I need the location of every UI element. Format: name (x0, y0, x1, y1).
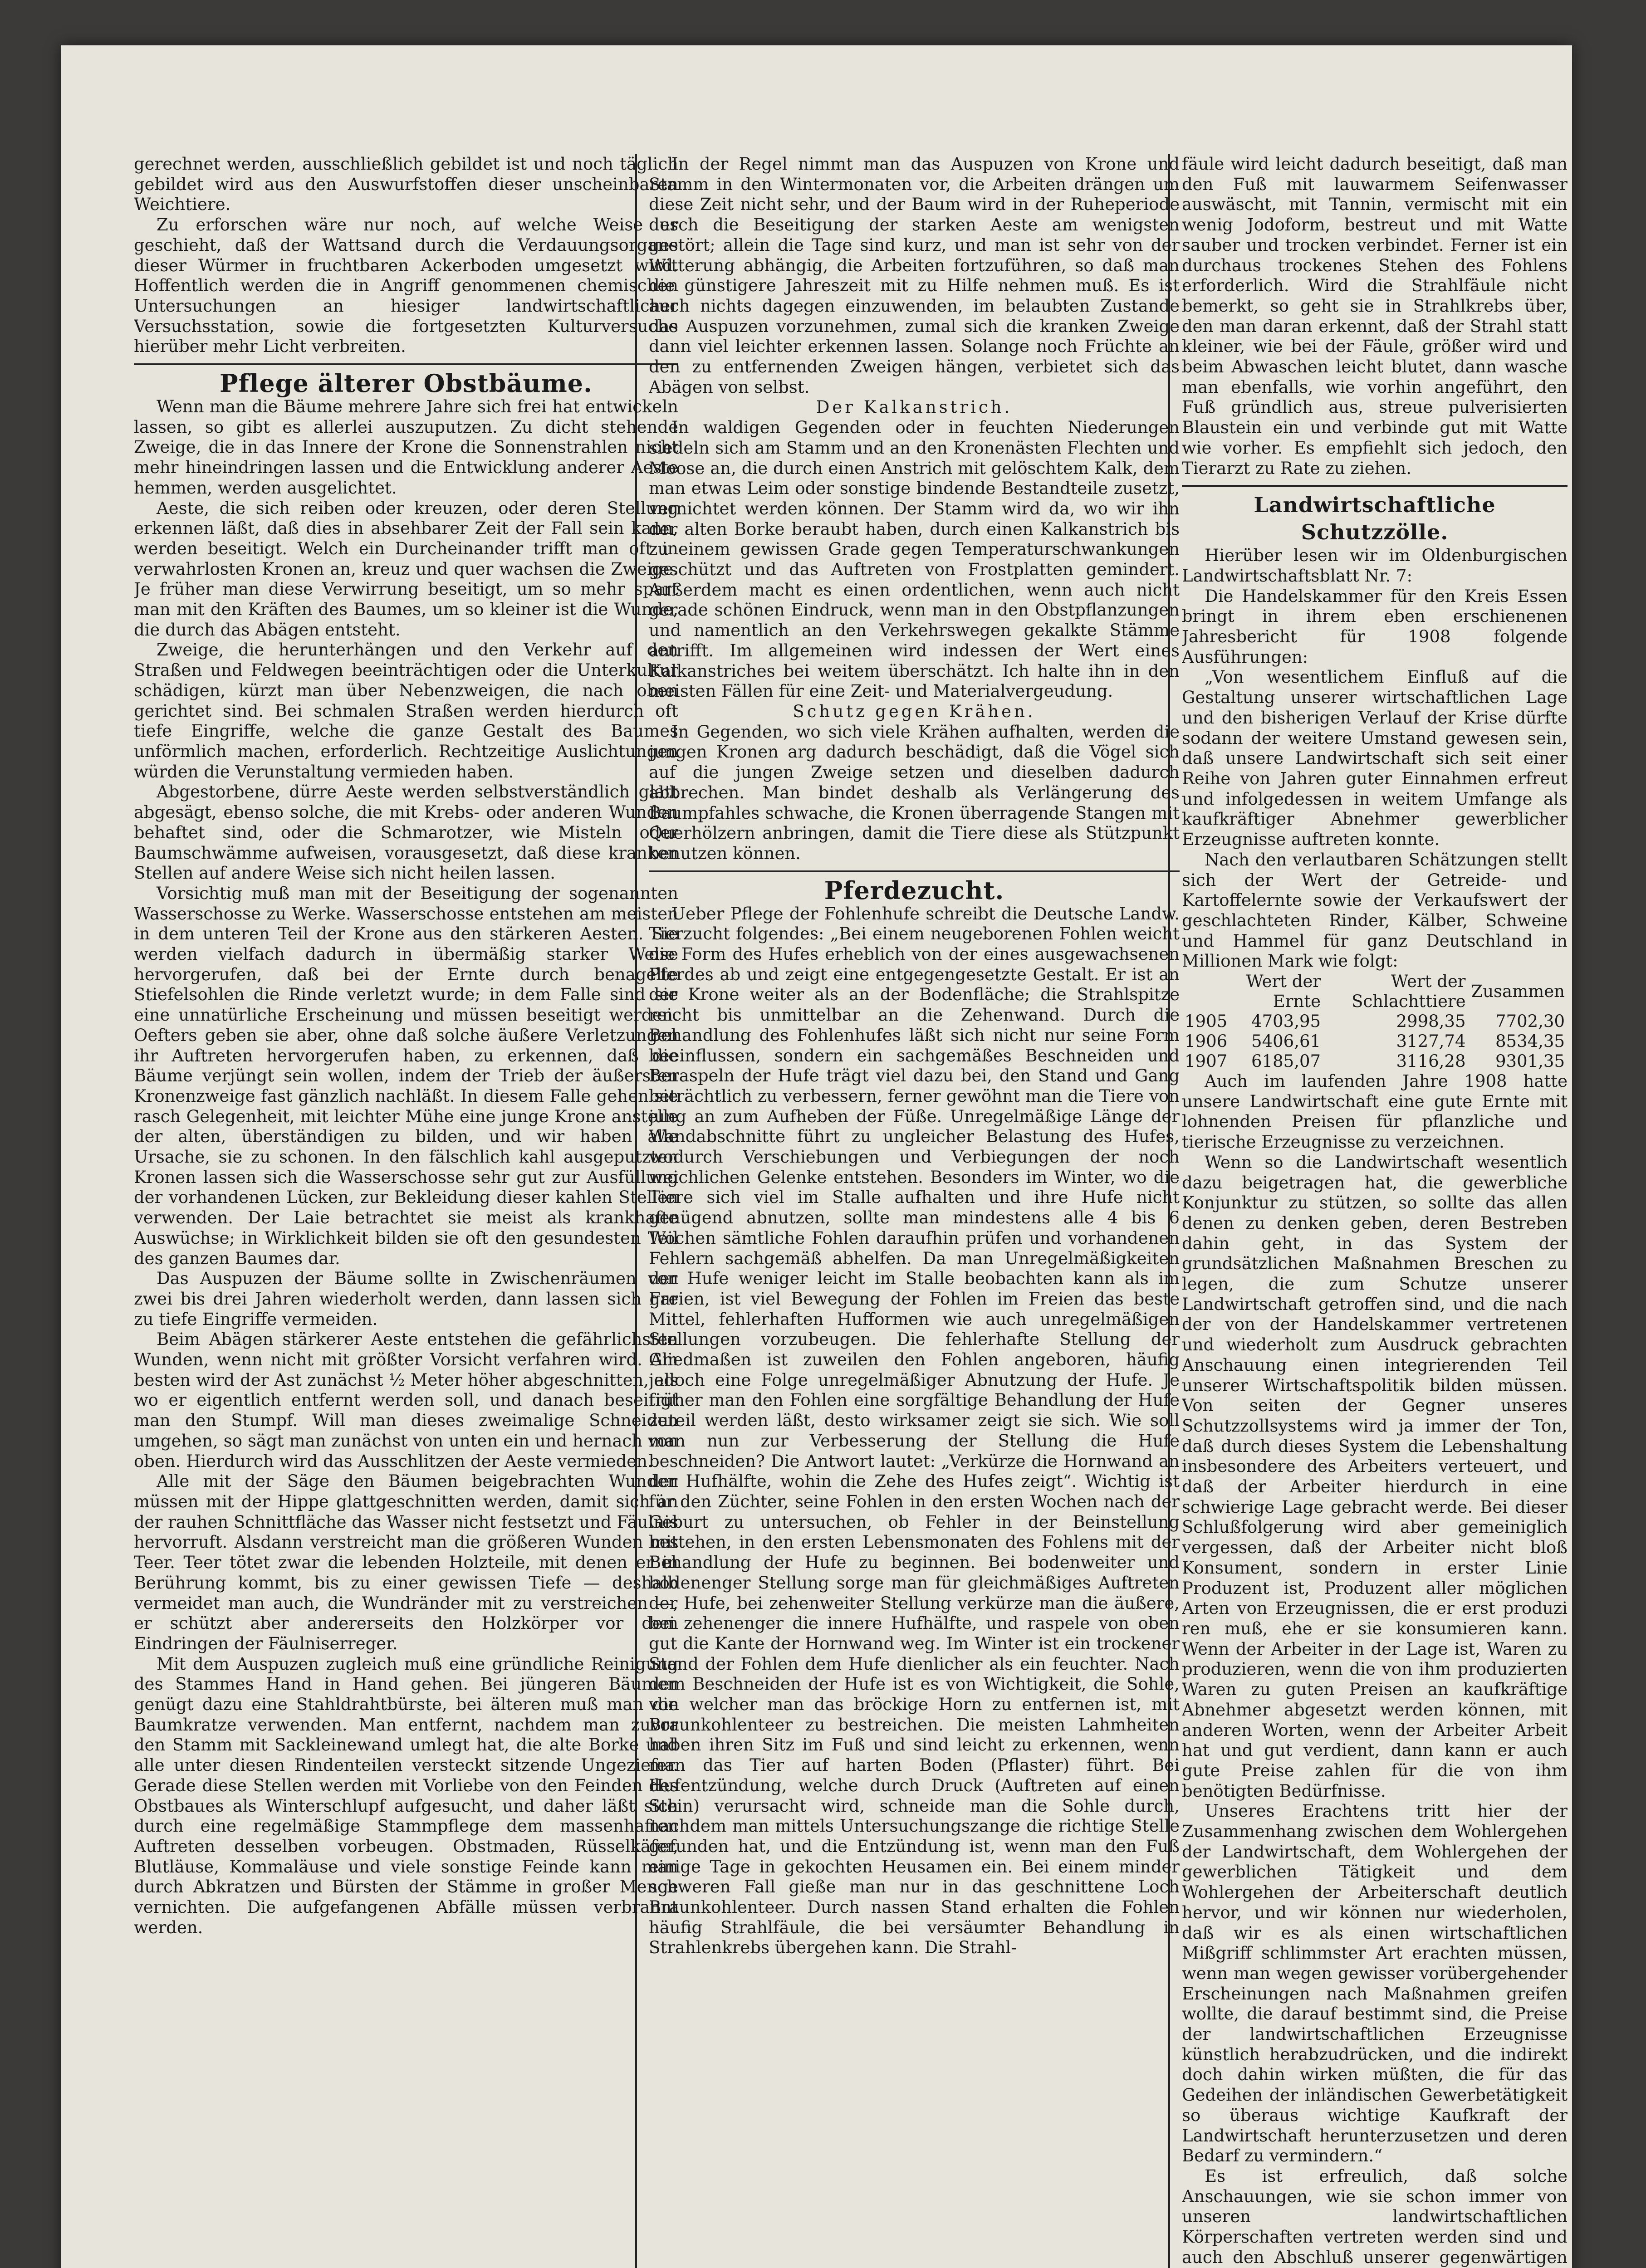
col3-intro-paragraph: fäule wird leicht dadurch beseitigt, daß man den Fuß mit lauwarmem Seifenwasser auswäscht, mit Tannin, vermischt mit ein wenig Jodoform, bestreut und mit Watte sauber und trocken verbindet. Ferner ist ein durchaus trockenes Stehen des Fohlens erforderlich. Wird die Strahlfäule nicht bemerkt, so geht sie in Strahlkrebs über, den man daran erkennt, daß der Strahl statt kleiner, wie bei der Fäule, größer wird und beim Abwaschen leicht blutet, dann wasche man ebenfalls, wie vorhin angeführt, den Fuß gründlich aus, streue pulverisierten Blaustein ein und verbinde gut mit Watte wie vorher. Es empfiehlt sich jedoch, den Tierarzt zu Rate zu ziehen. (1182, 154, 1568, 478)
table-cell: 9301,35 (1495, 1051, 1565, 1071)
article-paragraph: Alle mit der Säge den Bäumen beigebrachten Wunden müssen mit der Hippe glattgeschnitten werden, damit sich an der rauhen Schnittfläche das Wasser nicht festsetzt und Fäulnis hervorruft. Alsdann verstreicht man die größeren Wunden mit Teer. Teer tötet zwar die lebenden Holzteile, mit denen er in Berührung kommt, bis zu einer gewissen Tiefe — deshalb vermeidet man auch, die Wundränder mit zu verstreichen —, er schützt aber andererseits den Holzkörper vor dem Eindringen der Fäulniserreger. (134, 1471, 678, 1653)
article-paragraph: Unseres Erachtens tritt hier der Zusammenhang zwischen dem Wohlergehen der Landwirtschaft, dem Wohlergehen der gewerblichen Tätigkeit und dem Wohlergehen der Arbeiterschaft deutlich hervor, und wir können nur wiederholen, daß wir es als einen wirtschaftlichen Mißgriff schlimmster Art erachten müssen, wenn man wegen gewisser vorübergehender Erscheinungen nach Maßnahmen greifen wollte, die darauf bestimmt sind, die Preise der landwirtschaftlichen Erzeugnisse künstlich herabzudrücken, und die indirekt doch dahin wirken müßten, die für das Gedeihen der inländischen Gewerbetätigkeit so überaus wichtige Kaufkraft der Landwirtschaft herunterzusetzen und deren Bedarf zu vermindern.“ (1182, 1801, 1568, 2166)
article-paragraph: Die Handelskammer für den Kreis Essen bringt in ihrem eben erschienenen Jahresbericht für 1908 folgende Ausführungen: (1182, 586, 1568, 667)
table-header-row (1182, 972, 1568, 1012)
article-paragraph: Es ist erfreulich, daß solche Anschauungen, wie sie schon immer von unseren landwirtschaftlichen Körperschaften vertreten werden sind und auch den Abschluß unserer gegenwärtigen (1182, 2166, 1568, 2267)
newspaper-page (61, 45, 1572, 2268)
article-paragraph: In waldigen Gegenden oder in feuchten Niederungen siedeln sich am Stamm und an den Kronenästen Flechten und Moose an, die durch einen Anstrich mit gelöschtem Kalk, dem man etwas Leim oder sonstige bindende Bestandteile zusetzt, vernichtet werden können. Der Stamm wird da, wo wir ihn der alten Borke beraubt haben, durch einen Kalkanstrich bis zu einem gewissen Grade gegen Temperaturschwankungen geschützt und das Auftreten von Frostplatten gemindert. Außerdem macht es einen ordentlichen, wenn auch nicht gerade schönen Eindruck, wenn man in den Obstpflanzungen und namentlich an den Verkehrswegen gekalkte Stämme antrifft. Im allgemeinen wird indessen der Wert eines Kalkanstriches bei weitem überschätzt. Ich halte ihn in den meisten Fällen für eine Zeit- und Materialvergeudung. (649, 418, 1180, 701)
article-paragraph: Wenn man die Bäume mehrere Jahre sich frei hat entwickeln lassen, so gibt es allerlei auszuputzen. Zu dicht stehende Zweige, die in das Innere der Krone die Sonnenstrahlen nicht mehr hineindringen lassen und die Entwicklung anderer Aeste hemmen, werden ausgelichtet. (134, 397, 678, 498)
article-heading-pferdezucht: Pferdezucht. (824, 875, 1004, 905)
column-3 (1182, 154, 1568, 2268)
table-cell: 2998,35 (1396, 1012, 1466, 1031)
table-header-cell: Wert der Schlachttiere (1352, 972, 1466, 1012)
article-paragraph: Auch im laufenden Jahre 1908 hatte unsere Landwirtschaft eine gute Ernte mit lohnenden Preisen für pflanzliche und tierische Erzeugnisse zu verzeichnen. (1182, 1071, 1568, 1152)
harvest-value-table (1182, 972, 1568, 1071)
table-header-cell (1182, 972, 1230, 1012)
table-cell: 4703,95 (1251, 1012, 1321, 1031)
section-divider (1182, 485, 1568, 487)
article-paragraph: Zweige, die herunterhängen und den Verkehr auf den Straßen und Feldwegen beeinträchtigen oder die Unterkultur schädigen, kürzt man über Nebenzweigen, die nach oben gerichtet sind. Bei schmalen Straßen werden hierdurch oft tiefe Eingriffe, welche die ganze Gestalt des Baumes unförmlich machen, erforderlich. Rechtzeitige Auslichtungen würden die Verunstaltung vermieden haben. (134, 640, 678, 782)
article-paragraph: Abgestorbene, dürre Aeste werden selbstverständlich glatt abgesägt, ebenso solche, die mit Krebs- oder anderen Wunden behaftet sind, oder die Schmarotzer, wie Misteln oder Baumschwämme aufweisen, vorausgesetzt, daß diese kranken Stellen auf andere Weise sich nicht heilen lassen. (134, 782, 678, 883)
section-divider (134, 363, 678, 365)
table-cell: 3127,74 (1396, 1031, 1466, 1051)
article-paragraph: Mit dem Auspuzen zugleich muß eine gründliche Reinigung des Stammes Hand in Hand gehen. Bei jüngeren Bäumen genügt dazu eine Stahldrahtbürste, bei älteren muß man die Baumkratze verwenden. Man entfernt, nachdem man zuvor den Stamm mit Sackleinewand umlegt hat, die alte Borke und alle unter diesen Rindenteilen versteckt sitzende Ungeziefer. Gerade diese Stellen werden mit Vorliebe von den Feinden des Obstbaues als Winterschlupf aufgesucht, und daher läßt sich durch eine regelmäßige Stammpflege dem massenhaften Auftreten desselben vorbeugen. Obstmaden, Rüsselkäfer, Blutläuse, Kommaläuse und viele sonstige Feinde kann man durch Abkratzen und Bürsten der Stämme in großer Menge vernichten. Die aufgefangenen Abfälle müssen verbrannt werden. (134, 1654, 678, 1937)
table-cell: 3116,28 (1396, 1051, 1466, 1071)
article-paragraph: Das Auspuzen der Bäume sollte in Zwischenräumen von zwei bis drei Jahren wiederholt werden, dann lassen sich gar zu tiefe Eingriffe vermeiden. (134, 1269, 678, 1329)
table-cell: 6185,07 (1251, 1051, 1321, 1071)
article-paragraph: Beim Abägen stärkerer Aeste entstehen die gefährlichsten Wunden, wenn nicht mit größter Vorsicht verfahren wird. Am besten wird der Ast zunächst ½ Meter höher abgeschnitten, als wo er eigentlich entfernt werden soll, und danach beseitigt man den Stumpf. Will man dieses zweimalige Schneiden umgehen, so sägt man zunächst von unten ein und hernach von oben. Hierdurch wird das Ausschlitzen der Aeste vermieden. (134, 1330, 678, 1471)
table-row (1182, 1031, 1568, 1051)
article-paragraph: Aeste, die sich reiben oder kreuzen, oder deren Stellung erkennen läßt, daß dies in absehbarer Zeit der Fall sein kann, werden beseitigt. Welch ein Durcheinander trifft man oft in verwahrlosten Kronen an, kreuz und quer wachsen die Zweige. Je früher man diese Verwirrung beseitigt, um so mehr spart man mit den Kräften des Baumes, um so kleiner ist die Wunde, die durch das Abägen entsteht. (134, 498, 678, 640)
table-cell-year: 1907 (1185, 1051, 1228, 1071)
table-header-cell: Zusammen (1471, 982, 1565, 1002)
table-row (1182, 1012, 1568, 1031)
column-2 (649, 154, 1180, 2268)
table-cell-year: 1906 (1185, 1031, 1228, 1051)
article-heading-obstbaeume: Pflege älterer Obstbäume. (220, 369, 593, 398)
table-header-cell: Wert der Ernte (1246, 972, 1321, 1012)
article-paragraph: Ueber Pflege der Fohlenhufe schreibt die Deutsche Landw. Tierzucht folgendes: „Bei einem neugeborenen Fohlen weicht die Form des Hufes erheblich von der eines ausgewachsenen Pferdes ab und zeigt eine entgegengesetzte Gestalt. Er ist an der Krone weiter als an der Bodenfläche; die Strahlspitze reicht bis unmittelbar an die Zehenwand. Durch die Behandlung des Fohlenhufes läßt sich nicht nur seine Form beeinflussen, sondern ein sachgemäßes Beschneiden und Beraspeln der Hufe trägt viel dazu bei, den Stand und Gang beträchtlich zu verbessern, ferner gewöhnt man die Tiere von jung an zum Aufheben der Füße. Unregelmäßige Länge der Wandabschnitte führt zu ungleicher Belastung des Hufes, wodurch Verschiebungen und Verbiegungen der noch weichlichen Gelenke entstehen. Besonders im Winter, wo die Tiere sich viel im Stalle aufhalten und ihre Hufe nicht genügend abnutzen, sollte man mindestens alle 4 bis 6 Wochen sämtliche Fohlen daraufhin prüfen und vorhandenen Fehlern sachgemäß abhelfen. Da man Unregelmäßigkeiten der Hufe weniger leicht im Stalle beobachten kann als im Freien, ist viel Bewegung der Fohlen im Freien das beste Mittel, fehlerhaften Hufformen wie auch unregelmäßigen Stellungen vorzubeugen. Die fehlerhafte Stellung der Gliedmaßen ist zuweilen den Fohlen angeboren, häufig jedoch eine Folge unregelmäßiger Abnutzung der Hufe. Je früher man den Fohlen eine sorgfältige Behandlung der Hufe zuteil werden läßt, desto wirksamer zeigt sie sich. Wie soll man nun zur Verbesserung der Stellung die Hufe beschneiden? Die Antwort lautet: „Verkürze die Hornwand an der Hufhälfte, wohin die Zehe des Hufes zeigt“. Wichtig ist für den Züchter, seine Fohlen in den ersten Wochen nach der Geburt zu untersuchen, ob Fehler in der Beinstellung bestehen, in den ersten Lebensmonaten des Fohlens mit der Behandlung der Hufe zu beginnen. Bei bodenweiter und bodenenger Stellung sorge man für gleichmäßiges Auftreten der Hufe, bei zehenweiter Stellung verkürze man die äußere, bei zehenenger die innere Hufhälfte, und raspele von oben gut die Kante der Hornwand weg. Im Winter ist ein trockener Stand der Fohlen dem Hufe dienlicher als ein feuchter. Nach dem Beschneiden der Hufe ist es von Wichtigkeit, die Sohle, von welcher man das bröckige Horn zu entfernen ist, mit Braunkohlenteer zu bestreichen. Die meisten Lahmheiten haben ihren Sitz im Fuß und sind leicht zu erkennen, wenn man das Tier auf harten Boden (Pflaster) führt. Bei Hufentzündung, welche durch Druck (Auftreten auf einen Stein) verursacht wird, schneide man die Sohle durch, nachdem man mittels Untersuchungszange die richtige Stelle gefunden hat, und die Entzündung ist, wenn man den Fuß einige Tage in gekochten Heusamen ein. Bei einem minder schweren Fall gieße man nur in das geschnittene Loch Braunkohlenteer. Durch nassen Stand erhalten die Fohlen häufig Strahlfäule, die bei versäumter Behandlung in Strahlenkrebs übergehen kann. Die Strahl- (649, 904, 1180, 1958)
table-row (1182, 1051, 1568, 1071)
col1-intro-paragraph: gerechnet werden, ausschließlich gebildet ist und noch täglich gebildet wird aus den Auswurfstoffen dieser unscheinbaren Weichtiere. (134, 154, 678, 215)
article-paragraph: Hierüber lesen wir im Oldenburgischen Landwirtschaftsblatt Nr. 7: (1182, 546, 1568, 586)
article-heading-schutzzoelle: Landwirtschaftliche Schutzzölle. (1254, 493, 1496, 545)
col2-intro-paragraph: In der Regel nimmt man das Auspuzen von Krone und Stamm in den Wintermonaten vor, die Arbeiten drängen um diese Zeit nicht sehr, und der Baum wird in der Ruheperiode durch die Beseitigung der starken Aeste am wenigsten gestört; allein die Tage sind kurz, und man ist sehr von der Witterung abhängig, die Arbeiten fortzuführen, so daß man die günstigere Jahreszeit mit zu Hilfe nehmen muß. Es ist auch nichts dagegen einzuwenden, im belaubten Zustande das Auspuzen vorzunehmen, zumal sich die kranken Zweige dann viel leichter erkennen lassen. Solange noch Früchte an den zu entfernenden Zweigen hängen, verbietet sich das Abägen von selbst. (649, 154, 1180, 397)
table-cell: 7702,30 (1495, 1012, 1565, 1031)
article-paragraph: In Gegenden, wo sich viele Krähen aufhalten, werden die jungen Kronen arg dadurch beschädigt, daß die Vögel sich auf die jungen Zweige setzen und dieselben dadurch abbrechen. Man bindet deshalb als Verlängerung des Baumpfahles schwache, die Kronen überragende Stangen mit Querhölzern anbringen, damit die Tiere diese als Stützpunkt benutzen können. (649, 722, 1180, 863)
column-1 (134, 154, 678, 2268)
col1-intro-paragraph: Zu erforschen wäre nur noch, auf welche Weise es geschieht, daß der Wattsand durch die Verdauungsorgane dieser Würmer in fruchtbaren Ackerboden umgesetzt wird. Hoffentlich werden die in Angriff genommenen chemischen Untersuchungen an hiesiger landwirtschaftlicher Versuchsstation, sowie die fortgesetzten Kulturversuche hierüber mehr Licht verbreiten. (134, 215, 678, 357)
article-paragraph: Wenn so die Landwirtschaft wesentlich dazu beigetragen hat, die gewerbliche Konjunktur zu stützen, so sollte das allen denen zu denken geben, deren Bestreben dahin geht, in das System der grundsätzlichen Maßnahmen Breschen zu legen, die zum Schutze unserer Landwirtschaft getroffen sind, und die nach der von der Handelskammer vertretenen und wiederholt zum Ausdruck gebrachten Anschauung einen integrierenden Teil unserer Wirtschaftspolitik bilden müssen. Von seiten der Gegner unseres Schutzzollsystems wird ja immer der Ton, daß durch dieses System die Lebenshaltung insbesondere des Arbeiters verteuert, und daß der Arbeiter hierdurch in eine schwierige Lage gebracht werde. Bei dieser Schlußfolgerung wird aber gemeiniglich vergessen, daß der Arbeiter nicht bloß Konsument, sondern in erster Linie Produzent ist, Produzent aller möglichen Arten von Erzeugnissen, die er erst produzi ren muß, ehe er sie konsumieren kann. Wenn der Arbeiter in der Lage ist, Waren zu produzieren, wenn die von ihm produzierten Waren zu guten Preisen an kaufkräftige Abnehmer abgesetzt werden können, mit anderen Worten, wenn der Arbeiter Arbeit hat und gut verdient, dann kann er auch gute Preise zahlen für die von ihm benötigten Bedürfnisse. (1182, 1152, 1568, 1801)
table-cell: 8534,35 (1495, 1031, 1565, 1051)
section-divider (649, 870, 1180, 872)
subheading-schutz-kraehen: Schutz gegen Krähen. (793, 701, 1036, 721)
article-paragraph: Vorsichtig muß man mit der Beseitigung der sogenannten Wasserschosse zu Werke. Wasserschosse entstehen am meisten in dem unteren Teil der Krone aus den stärkeren Aesten. Sie werden vielfach dadurch in übermäßig starker Weise hervorgerufen, daß bei der Ernte durch benagelte Stiefelsohlen die Rinde verletzt wurde; in dem Falle sind sie eine unnatürliche Erscheinung und müssen beseitigt werden. Oefters geben sie aber, ohne daß solche äußere Verletzungen ihr Auftreten hervorgerufen haben, zu erkennen, daß die Bäume verjüngt sein wollen, indem der Trieb der äußersten Kronenzweige fast gänzlich nachläßt. In diesem Falle gehen sie rasch Gelegenheit, mit leichter Mühe eine junge Krone anstelle der alten, überständigen zu bilden, und wir haben alle Ursache, sie zu schonen. In den fälschlich kahl ausgeputzten Kronen lassen sich die Wasserschosse sehr gut zur Ausfüllung der vorhandenen Lücken, zur Bekleidung dieser kahlen Stellen verwenden. Der Laie betrachtet sie meist als krankhafte Auswüchse; in Wirklichkeit bilden sie oft den gesundesten Teil des ganzen Baumes dar. (134, 883, 678, 1268)
article-paragraph: Nach den verlautbaren Schätzungen stellt sich der Wert der Getreide- und Kartoffelernte sowie der Verkaufswert der geschlachteten Rinder, Kälber, Schweine und Hammel für ganz Deutschland in Millionen Mark wie folgt: (1182, 850, 1568, 971)
table-cell-year: 1905 (1185, 1012, 1228, 1031)
subheading-kalkanstrich: Der Kalkanstrich. (816, 397, 1013, 417)
article-paragraph: „Von wesentlichem Einfluß auf die Gestaltung unserer wirtschaftlichen Lage und den bisherigen Verlauf der Krise dürfte sodann der weitere Umstand gewesen sein, daß unsere Landwirtschaft sich seit einer Reihe von Jahren guter Einnahmen erfreut und infolgedessen in weitem Umfange als kaufkräftiger Abnehmer gewerblicher Erzeugnisse auftreten konnte. (1182, 667, 1568, 850)
table-cell: 5406,61 (1251, 1031, 1321, 1051)
